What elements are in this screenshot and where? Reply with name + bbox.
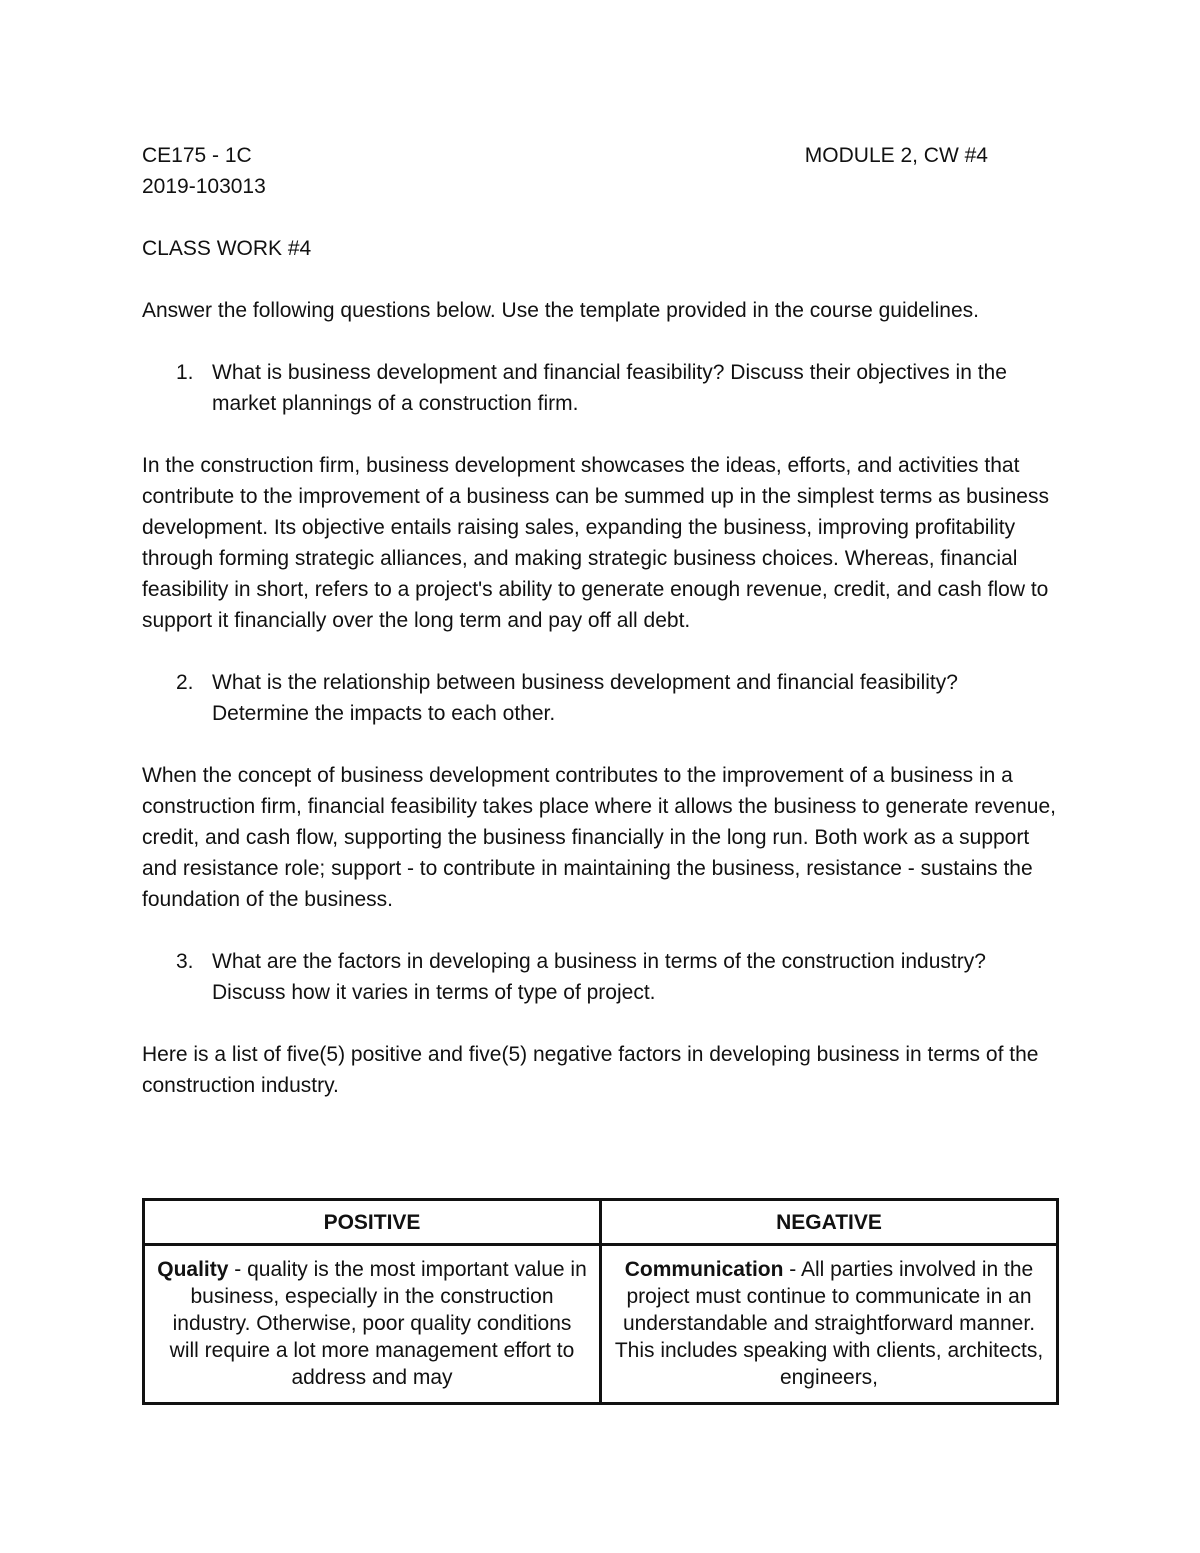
answer-paragraph: When the concept of business development contributes to the improvement of a business in a construction firm, financial feasibility takes place where it allows the business to generate revenue, credit, and cash flow, supporting the business financially in the long run. Both work as a support and resistance role; support - to contribute in maintaining the business, resistance - sustains the foundation of the business. [142,764,1056,911]
question-list-1 [142,357,1060,419]
document-page [142,140,1060,1101]
answer-paragraph: In the construction firm, business development showcases the ideas, efforts, and activities that contribute to the improvement of a business can be summed up in the simplest terms as business development. Its objective entails raising sales, expanding the business, improving profitability through forming strategic alliances, and making strategic business choices. Whereas, financial feasibility in short, refers to a project's ability to generate enough revenue, credit, and cash flow to support it financially over the long term and pay off all debt. [142,454,1049,632]
negative-cell [601,1245,1058,1404]
question-item [142,357,1060,419]
negative-term: Communication [624,1258,784,1281]
question-text: What is the relationship between business development and financial feasibility? Determine the impacts to each other. [212,671,958,725]
question-number: 2. [176,671,194,694]
question-number: 1. [176,361,194,384]
question-list-2 [142,667,1060,729]
question-list-3 [142,946,1060,1008]
question-text: What is business development and financial feasibility? Discuss their objectives in the market plannings of a construction firm. [212,361,1007,415]
factors-table [142,1198,1059,1405]
instructions: Answer the following questions below. Use the template provided in the course guidelines. [142,299,979,322]
answer-paragraph: Here is a list of five(5) positive and five(5) negative factors in developing business in terms of the construction industry. [142,1043,1039,1097]
column-header-negative: NEGATIVE [601,1200,1058,1245]
negative-description: - All parties involved in the project must continue to communicate in an understandable and straightforward manner. This includes speaking with clients, architects, engineers, [614,1258,1044,1389]
question-item [142,946,1060,1008]
question-number: 3. [176,950,194,973]
course-code: CE175 - 1C [142,144,252,167]
positive-cell [144,1245,601,1404]
module-label: MODULE 2, CW #4 [804,144,988,167]
positive-description: - quality is the most important value in business, especially in the construction industry. Otherwise, poor quality conditions will require a lot more management effort to address and may [169,1258,587,1389]
question-item [142,667,1060,729]
page-title: CLASS WORK #4 [142,237,312,260]
header-row [142,140,988,171]
table-header-row [144,1200,1058,1245]
question-text: What are the factors in developing a business in terms of the construction industry? Discuss how it varies in terms of type of project. [212,950,986,1004]
positive-term: Quality [157,1258,229,1281]
column-header-positive: POSITIVE [144,1200,601,1245]
student-id: 2019-103013 [142,175,266,198]
table-row [144,1245,1058,1404]
